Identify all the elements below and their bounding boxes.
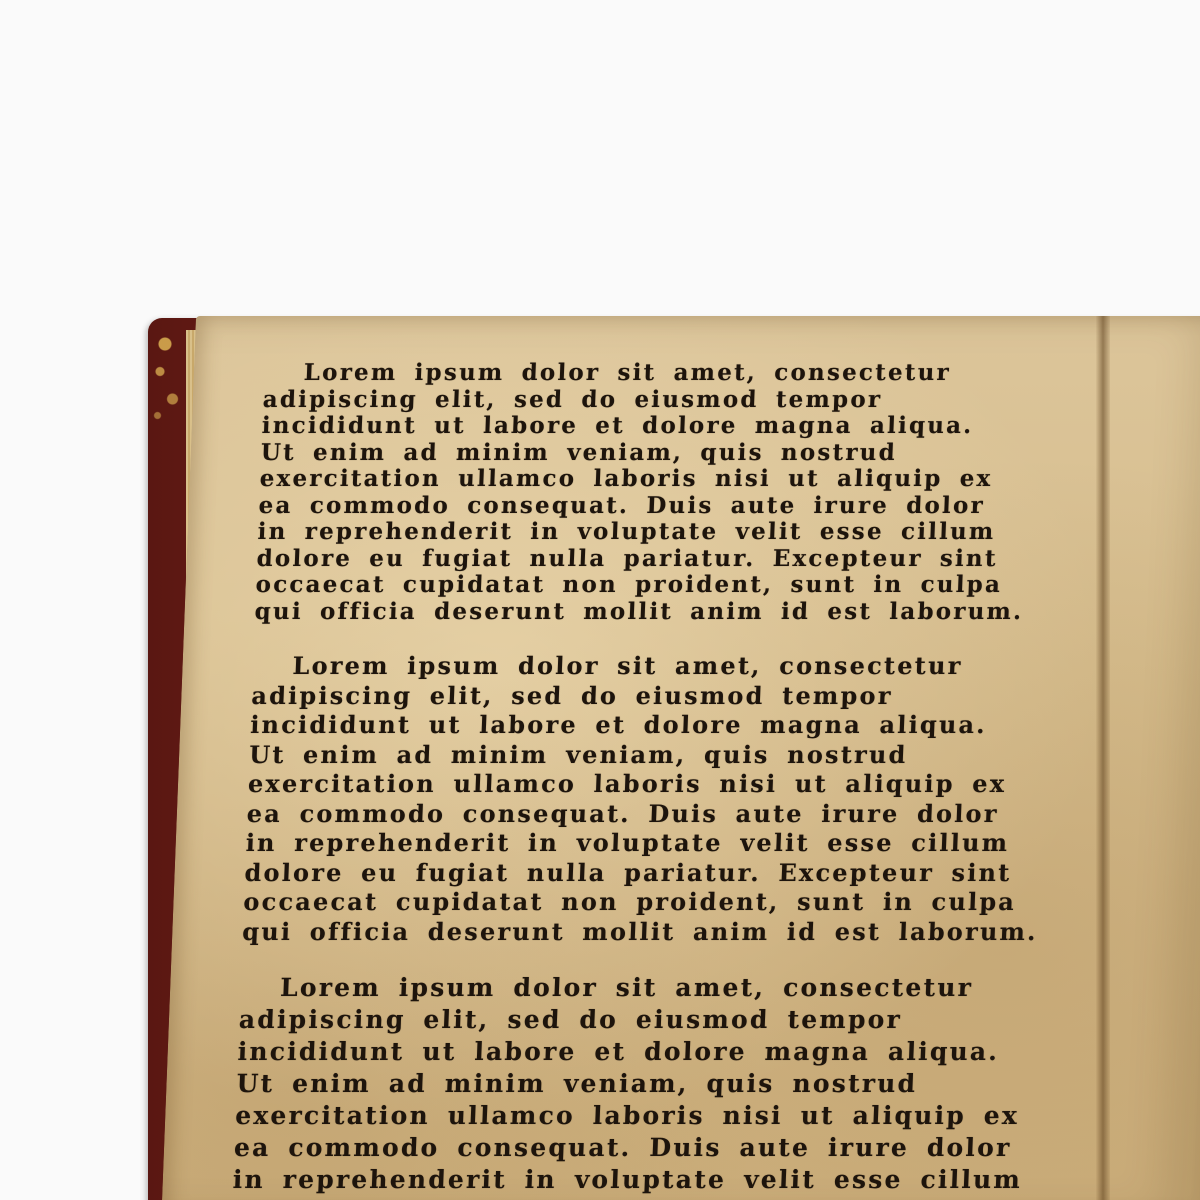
paragraph-1: [254, 360, 1064, 625]
page-text: [231, 360, 1064, 1200]
text-line: dolore eu fugiat nulla pariatur. Excepteur sint: [244, 857, 1013, 887]
text-line: incididunt ut labore et dolore magna aliqua.: [261, 412, 975, 439]
text-line: exercitation ullamco laboris nisi ut aliquip ex: [259, 465, 994, 492]
text-line: qui officia deserunt mollit anim id est laborum.: [241, 916, 1039, 946]
text-line: incididunt ut labore et dolore magna aliqua.: [249, 710, 988, 739]
text-line: Lorem ipsum dolor sit amet, consectetur: [303, 359, 952, 386]
text-line: Lorem ipsum dolor sit amet, consectetur: [292, 651, 964, 680]
text-line: incididunt ut labore et dolore magna aliqua.: [237, 1037, 1000, 1066]
text-line: adipiscing elit, sed do eiusmod tempor: [262, 385, 883, 413]
text-line: in reprehenderit in voluptate velit esse cillum: [245, 828, 1010, 857]
text-line: exercitation ullamco laboris nisi ut aliquip ex: [234, 1101, 1020, 1130]
text-line: Ut enim ad minim veniam, quis nostrud: [248, 739, 909, 769]
text-line: ea commodo consequat. Duis aute irure dolor: [258, 491, 986, 519]
text-line: qui officia deserunt mollit anim id est laborum.: [254, 597, 1024, 625]
text-line: ea commodo consequat. Duis aute irure dolor: [246, 798, 1000, 828]
text-line: Ut enim ad minim veniam, quis nostrud: [235, 1069, 918, 1098]
text-line: exercitation ullamco laboris nisi ut aliquip ex: [247, 769, 1007, 798]
text-line: adipiscing elit, sed do eiusmod tempor: [238, 1005, 903, 1034]
left-page: [161, 316, 1200, 1200]
paragraph-2: [242, 651, 1053, 946]
text-line: occaecat cupidatat non proident, sunt in culpa: [255, 571, 1003, 598]
text-line: dolore eu fugiat nulla pariatur. Excepteur sint: [256, 544, 999, 572]
text-line: Ut enim ad minim veniam, quis nostrud: [260, 438, 898, 466]
book-gutter: [1096, 316, 1110, 1200]
text-line: in reprehenderit in voluptate velit esse cillum: [257, 518, 997, 545]
text-line: in reprehenderit in voluptate velit esse cillum: [232, 1165, 1023, 1194]
text-line: occaecat cupidatat non proident, sunt in culpa: [242, 887, 1017, 916]
paragraph-3: [232, 972, 1041, 1196]
text-line: Lorem ipsum dolor sit amet, consectetur: [279, 973, 974, 1002]
text-line: ea commodo consequat. Duis aute irure dolor: [233, 1133, 1013, 1162]
text-line: adipiscing elit, sed do eiusmod tempor: [250, 680, 894, 710]
